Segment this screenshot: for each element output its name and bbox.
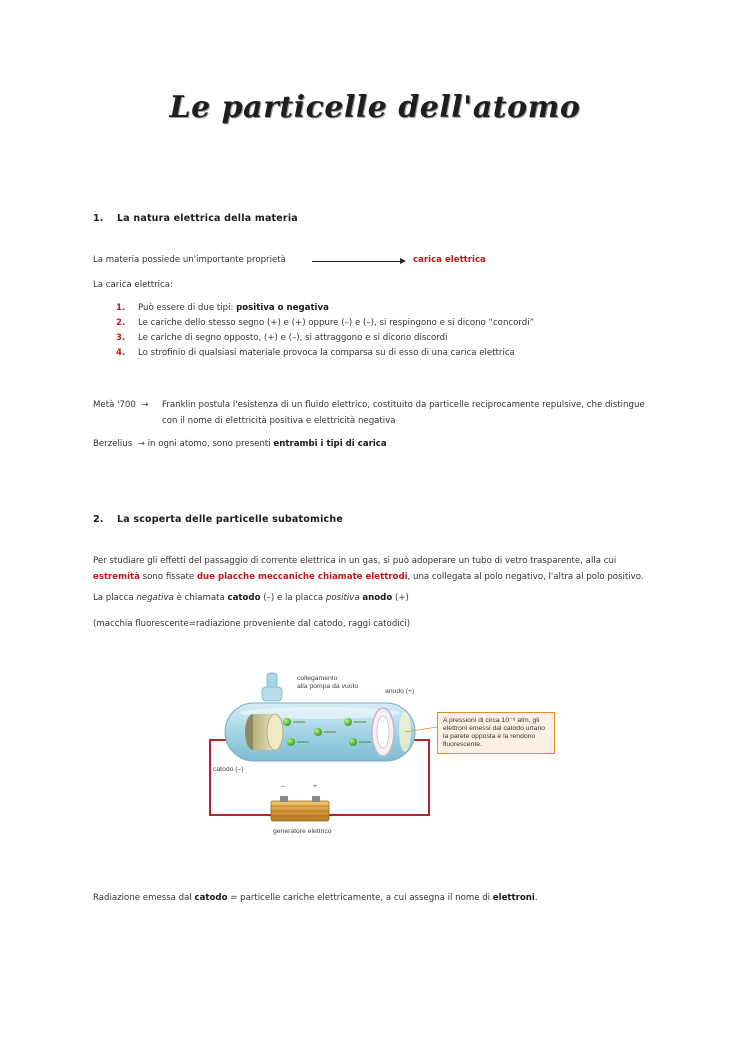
section-1-heading — [93, 213, 298, 224]
intro-text: La materia possiede un'importante proprietà — [93, 255, 286, 265]
page-title: Le particelle dell'atomo — [169, 90, 581, 125]
conclusion: Radiazione emessa dal catodo = particelle cariche elettricamente, a cui assegna il nome di elettroni. — [93, 893, 538, 903]
plus-sign: + — [313, 783, 317, 790]
section-1-title: La natura elettrica della materia — [117, 213, 298, 224]
section-1-number: 1. — [93, 213, 104, 224]
section-2-title: La scoperta delle particelle subatomiche — [117, 514, 343, 525]
franklin-prefix: Metà '700 → — [93, 400, 152, 410]
list-label: La carica elettrica: — [93, 280, 173, 290]
pump-label: collegamento alla pompa da vuoto — [297, 675, 359, 690]
generator-label: generatore elettrico — [273, 828, 332, 835]
callout-box: A pressioni di circa 10⁻⁶ atm, gli elettroni emessi dal catodo urtano la parete opposta e la rendono fluorescente. — [437, 712, 555, 754]
arrow-right-icon — [400, 258, 406, 264]
list-item: 3. Le cariche di segno opposto, (+) e (–), si attraggono e si dicono discordi — [116, 333, 448, 343]
cathode-ray-diagram — [205, 665, 575, 840]
para-1: Per studiare gli effetti del passaggio di corrente elettrica in un gas, si può adoperare un tubo di vetro trasparente, alla cui estremità sono fissate due placche meccaniche chiamate elettrodi, una collegata al polo negativo, l'altra al polo positivo. — [93, 556, 644, 582]
list-item: 2. Le cariche dello stesso segno (+) e (+) oppure (–) e (–), si respingono e si dicono “concordi” — [116, 318, 535, 328]
arrow-right-icon: → — [138, 400, 152, 410]
section-2-number: 2. — [93, 514, 104, 525]
para-2: La placca negativa è chiamata catodo (–) e la placca positiva anodo (+) — [93, 593, 409, 603]
cathode-label: catodo (–) — [213, 766, 244, 773]
property-list — [116, 303, 676, 363]
berzelius-line: Berzelius → in ogni atomo, sono presenti entrambi i tipi di carica — [93, 439, 387, 449]
list-item: 1. Può essere di due tipi: positiva o negativa — [116, 303, 329, 313]
intro-result: carica elettrica — [413, 255, 486, 265]
franklin-text: Franklin postula l'esistenza di un fluido elettrico, costituito da particelle reciprocamente repulsive, che distingue con il nome di elettricità positiva e elettricità negativa — [162, 400, 645, 426]
arrow-right-icon: → — [134, 439, 148, 449]
list-item: 4. Lo strofinio di qualsiasi materiale provoca la comparsa su di esso di una carica elettrica — [116, 348, 515, 358]
para-3: (macchia fluorescente=radiazione proveniente dal catodo, raggi catodici) — [93, 619, 411, 629]
section-2-heading — [93, 514, 343, 525]
minus-sign: – — [281, 783, 285, 790]
arrow-line — [312, 261, 402, 262]
anode-label: anodo (+) — [385, 688, 415, 695]
